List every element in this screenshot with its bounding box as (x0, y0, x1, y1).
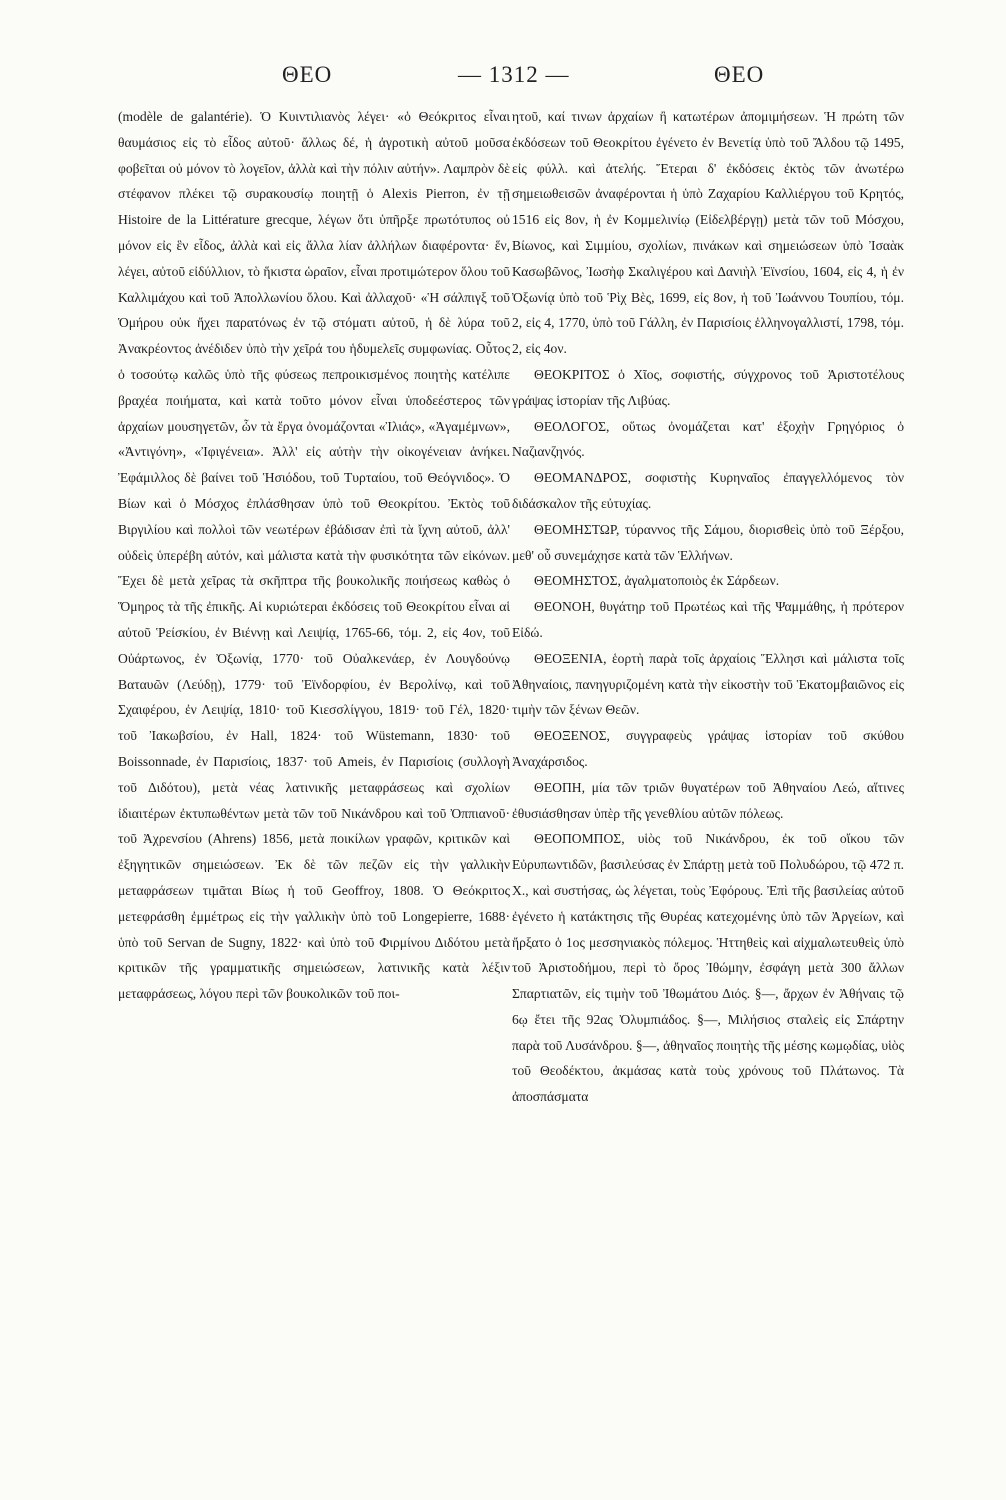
entry-theonoe: ΘΕΟΝΟΗ, θυγάτηρ τοῦ Πρωτέως καὶ τῆς Ψαμμάθης, ἡ πρότερον Εἰδώ. (512, 599, 904, 640)
left-column (118, 104, 510, 1474)
running-header (118, 62, 898, 96)
entry-theoxenia: ΘΕΟΞΕΝΙΑ, ἑορτὴ παρὰ τοῖς ἀρχαίοις Ἕλλησι καὶ μάλιστα τοῖς Ἀθηναίοις, πανηγυριζομένη κατὰ τὴν εἰκοστὴν τοῦ Ἑκατομβαιῶνος εἰς τιμὴν τῶν ξένων Θεῶν. (512, 650, 904, 718)
entry-theope: ΘΕΟΠΗ, μία τῶν τριῶν θυγατέρων τοῦ Ἀθηναίου Λεώ, αἵτινες ἐθυσιάσθησαν ὑπὲρ τῆς γενεθλίου αὐτῶν πόλεως. (512, 779, 904, 821)
header-right-guideword: ΘΕΟ (714, 62, 765, 87)
right-column (512, 104, 904, 1474)
entry-theokritos-chios: ΘΕΟΚΡΙΤΟΣ ὁ Χῖος, σοφιστής, σύγχρονος τοῦ Ἀριστοτέλους γράψας ἱστορίαν τῆς Λιβύας. (512, 366, 904, 408)
page-number: — 1312 — (458, 62, 570, 87)
entry-theomestos: ΘΕΟΜΗΣΤΟΣ, ἀγαλματοποιὸς ἐκ Σάρδεων. (534, 573, 780, 589)
entry-theopompos: ΘΕΟΠΟΜΠΟΣ, υἱὸς τοῦ Νικάνδρου, ἐκ τοῦ οἴκου τῶν Εὐρυπωντιδῶν, βασιλεύσας ἐν Σπάρτῃ μετὰ τοῦ Πολυδώρου, τῷ 472 π. Χ., καὶ συστήσας, ὡς λέγεται, τοὺς Ἐφόρους. Ἐπὶ τῆς βασιλείας αὐτοῦ ἐγένετο ἡ κατάκτησις τῆς Θυρέας κατεχομένης ὑπὸ τῶν Ἀργείων, καὶ ἤρξατο ὁ 1ος μεσσηνιακὸς πόλεμος. Ἡττηθεὶς καὶ αἰχμαλωτευθεὶς ὑπὸ τοῦ Ἀριστοδήμου, περὶ τὸ ὄρος Ἰθώμην, ἐσφάγη μετὰ 300 ἄλλων Σπαρτιατῶν, εἰς τιμὴν τοῦ Ἰθωμάτου Διός. §—, ἄρχων ἐν Ἀθήναις τῷ 6ῳ ἔτει τῆς 92ας Ὀλυμπιάδος. §—, Μιλήσιος σταλεὶς εἰς Σπάρτην παρὰ τοῦ Λυσάνδρου. §—, ἀθηναῖος ποιητὴς τῆς μέσης κωμῳδίας, υἱὸς τοῦ Θεοδέκτου, ἀκμάσας κατὰ τοὺς χρόνους τοῦ Πλάτωνος. Τὰ ἀποσπάσματα (512, 831, 904, 1105)
header-left-guideword: ΘΕΟ (282, 62, 333, 87)
entry-theoxenos: ΘΕΟΞΕΝΟΣ, συγγραφεὺς γράψας ἱστορίαν τοῦ σκύθου Ἀναχάρσιδος. (512, 728, 904, 769)
entry-text-continued: ητοῦ, καί τινων ἀρχαίων ἢ κατωτέρων ἀπομιμήσεων. Ἡ πρώτη τῶν ἐκδόσεων τοῦ Θεοκρίτου ἐγένετο ἐν Βενετίᾳ ὑπὸ τοῦ Ἄλδου τῷ 1495, εἰς φύλλ. καὶ ἀτελής. Ἕτεραι δ' ἐκδόσεις ἐκτὸς τῶν ἀνωτέρω σημειωθεισῶν ἀναφέρονται ἡ ὑπὸ Ζαχαρίου Καλλιέργου τοῦ Κρητός, 1516 εἰς 8ον, ἡ ἐν Κομμελινίῳ (Εἰδελβέργῃ) μετὰ τῶν τοῦ Μόσχου, Βίωνος, καὶ Σιμμίου, σχολίων, πινάκων καὶ σημειώσεων ὑπὸ Ἰσαὰκ Κασωβῶνος, Ἰωσὴφ Σκαλιγέρου καὶ Δανιὴλ Ἐϊνσίου, 1604, εἰς 4, ἡ ἐν Ὀξωνίᾳ ὑπὸ τοῦ Ῥὶχ Βὲς, 1699, εἰς 8ον, ἡ τοῦ Ἰωάννου Τουπίου, τόμ. 2, εἰς 4, 1770, ὑπὸ τοῦ Γάλλη, ἐν Παρισίοις ἑλληνογαλλιστί, 1798, τόμ. 2, εἰς 4ον. (512, 109, 904, 357)
entry-theologos: ΘΕΟΛΟΓΟΣ, οὕτως ὀνομάζεται κατ' ἐξοχὴν Γρηγόριος ὁ Ναζιανζηνός. (512, 418, 904, 460)
entry-text: (modèle de galantérie). Ὁ Κυιντιλιανὸς λέγει· «ὁ Θεόκριτος εἶναι θαυμάσιος εἰς τὸ εἶδος αὐτοῦ· ἄλλως δέ, ἡ ἀγροτικὴ αὐτοῦ μοῦσα φοβεῖται οὐ μόνον τὸ λογεῖον, ἀλλὰ καὶ τὴν πόλιν αὐτήν». Λαμπρὸν δὲ στέφανον πλέκει τῷ συρακουσίῳ ποιητῇ ὁ Alexis Pierron, ἐν τῇ Histoire de la Littérature grecque, λέγων ὅτι ὑπῆρξε πρωτότυπος οὐ μόνον εἰς ἓν εἶδος, ἀλλὰ καὶ εἰς ἄλλα λίαν ἀλλήλων διαφέροντα· ἕν, λέγει, αὐτοῦ εἰδύλλιον, τὸ ἥκιστα ὡραῖον, εἶναι προτιμώτερον ὅλου τοῦ Καλλιμάχου καὶ τοῦ Ἀπολλωνίου ὅλου. Καὶ ἀλλαχοῦ· «Ἡ σάλπιγξ τοῦ Ὁμήρου οὐκ ἤχει παρατόνως ἐν τῷ στόματι αὐτοῦ, ἡ δὲ λύρα τοῦ Ἀνακρέοντος ἀνέδιδεν ὑπὸ τὴν χεῖρά του ἡδυμελεῖς συμφωνίας. Οὗτος ὁ τοσούτῳ καλῶς ὑπὸ τῆς φύσεως πεπροικισμένος ποιητὴς κατέλιπε βραχέα ποιήματα, καὶ κατὰ τοῦτο μόνον εἶναι ὑποδεέστερος τῶν ἀρχαίων μουσηγετῶν, ὧν τὰ ἔργα ὀνομάζονται «Ἰλιάς», «Ἀγαμέμνων», «Ἀντιγόνη», «Ἰφιγένεια». Ἀλλ' εἰς αὐτὴν τὴν οἰκογένειαν ἀνήκει. Ἐφάμιλλος δὲ βαίνει τοῦ Ἡσιόδου, τοῦ Τυρταίου, τοῦ Θεόγνιδος». Ὁ Βίων καὶ ὁ Μόσχος ἐπλάσθησαν ὑπὸ τοῦ Θεοκρίτου. Ἐκτὸς τοῦ Βιργιλίου καὶ πολλοὶ τῶν νεωτέρων ἐβάδισαν ἐπὶ τὰ ἴχνη αὐτοῦ, ἀλλ' οὐδεὶς ὑπερέβη αὐτόν, καὶ μάλιστα κατὰ τὴν φυσικότητα τῶν εἰκόνων. Ἔχει δὲ μετὰ χεῖρας τὰ σκῆπτρα τῆς βουκολικῆς ποιήσεως καθὼς ὁ Ὅμηρος τὰ τῆς ἐπικῆς. Αἱ κυριώτεραι ἐκδόσεις τοῦ Θεοκρίτου εἶναι αἱ αὐτοῦ Ῥείσκίου, ἐν Βιέννῃ καὶ Λειψίᾳ, 1765-66, τόμ. 2, εἰς 4ον, τοῦ Οὐάρτωνος, ἐν Ὀξωνίᾳ, 1770· τοῦ Οὐαλκενάερ, ἐν Λουγδούνῳ Βαταυῶν (Λεύδῃ), 1779· τοῦ Ἐϊνδορφίου, ἐν Βερολίνῳ, καὶ τοῦ Σχαιφέρου, ἐν Λειψίᾳ, 1810· τοῦ Κιεσσλίγγου, 1819· τοῦ Γέλ, 1820· τοῦ Ἰακωβσίου, ἐν Hall, 1824· τοῦ Wüstemann, 1830· τοῦ Boissonnade, ἐν Παρισίοις, 1837· τοῦ Ameis, ἐν Παρισίοις (συλλογὴ τοῦ Διδότου), μετὰ νέας λατινικῆς μεταφράσεως καὶ σχολίων ἰδιαιτέρων ἐκτυπωθέντων μετὰ τῶν τοῦ Νικάνδρου καὶ τοῦ Ὀππιανοῦ· τοῦ Ἀχρενσίου (Ahrens) 1856, μετὰ ποικίλων γραφῶν, κριτικῶν καὶ ἐξηγητικῶν σημειώσεων. Ἐκ δὲ τῶν πεζῶν εἰς τὴν γαλλικὴν μεταφράσεων τιμᾶται Βίως ἡ τοῦ Geoffroy, 1808. Ὁ Θεόκριτος μετεφράσθη ἐμμέτρως εἰς τὴν γαλλικὴν ὑπὸ τοῦ Longepierre, 1688· ὑπὸ τοῦ Servan de Sugny, 1822· καὶ ὑπὸ τοῦ Φιρμίνου Διδότου μετὰ κριτικῶν τῆς γραμματικῆς σημειώσεων, λατινικῆς κατὰ λέξιν μεταφράσεως, λόγου περὶ τῶν βουκολικῶν τοῦ ποι- (118, 109, 510, 1002)
entry-theomandros: ΘΕΟΜΑΝΔΡΟΣ, σοφιστὴς Κυρηναῖος ἐπαγγελλόμενος τὸν διδάσκαλον τῆς εὐτυχίας. (512, 470, 904, 511)
entry-theomestor: ΘΕΟΜΗΣΤΩΡ, τύραννος τῆς Σάμου, διορισθεὶς ὑπὸ τοῦ Ξέρξου, μεθ' οὗ συνεμάχησε κατὰ τῶν Ἑλλήνων. (512, 521, 904, 563)
